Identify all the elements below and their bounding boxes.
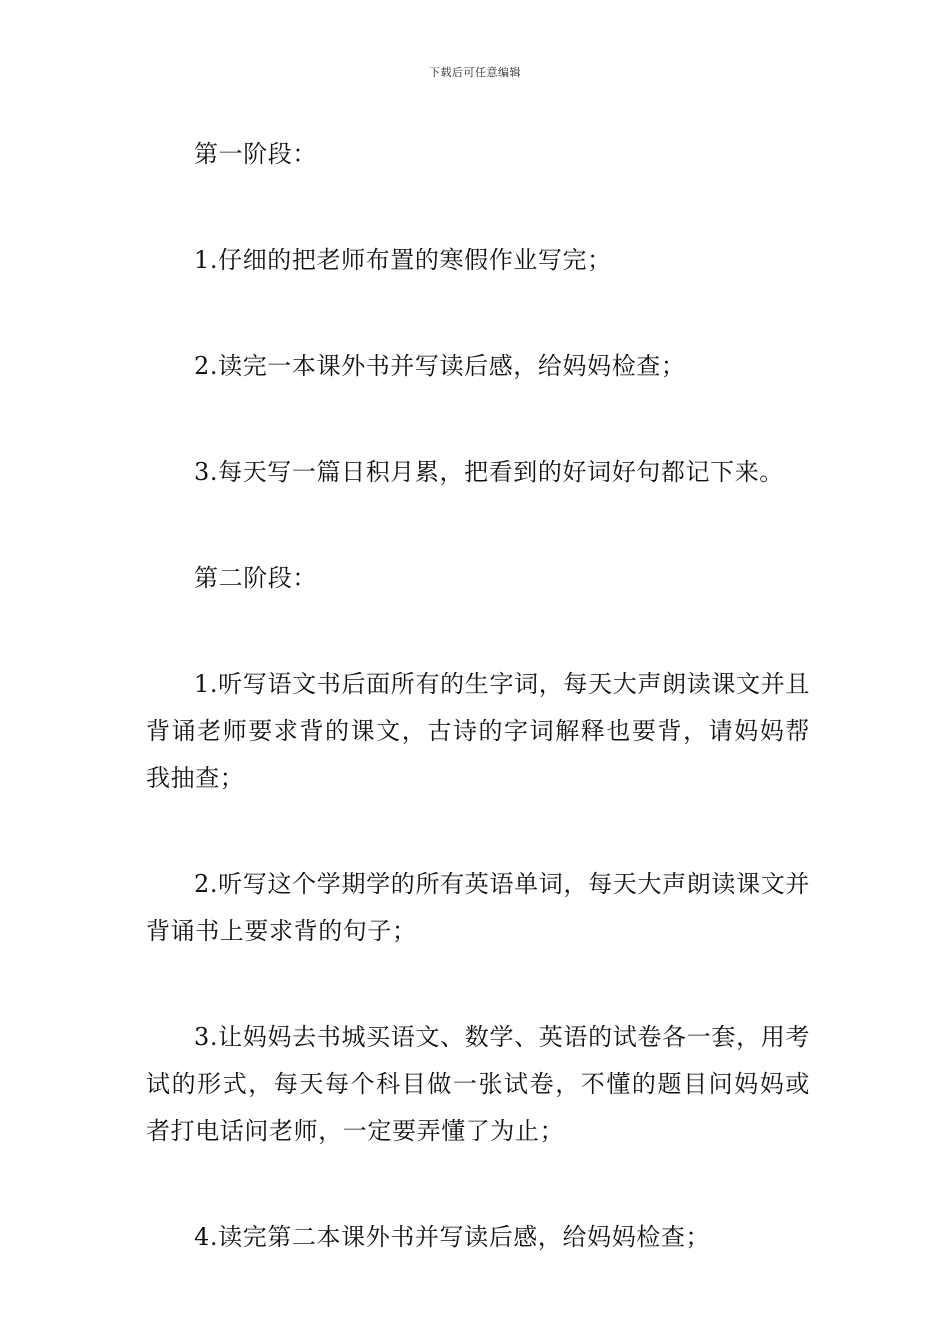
stage-2-item-4: 4.读完第二本课外书并写读后感，给妈妈检查； <box>194 1223 711 1251</box>
stage-2-item-2: 2.听写这个学期学的所有英语单词，每天大声朗读课文并背诵书上要求背的句子； <box>146 870 810 945</box>
stage-1-item-2: 2.读完一本课外书并写读后感，给妈妈检查； <box>194 352 686 380</box>
stage-2-heading: 第二阶段： <box>194 564 317 592</box>
stage-1-item-1: 1.仔细的把老师布置的寒假作业写完； <box>194 246 612 274</box>
stage-1-item-3: 3.每天写一篇日积月累，把看到的好词好句都记下来。 <box>194 458 784 486</box>
stage-1-heading: 第一阶段： <box>194 140 317 168</box>
document-body <box>146 131 810 1261</box>
stage-2-item-1: 1.听写语文书后面所有的生字词，每天大声朗读课文并且背诵老师要求背的课文，古诗的字词解释也要背，请妈妈帮我抽查； <box>146 670 810 792</box>
stage-2-item-3: 3.让妈妈去书城买语文、数学、英语的试卷各一套，用考试的形式，每天每个科目做一张试卷，不懂的题目问妈妈或者打电话问老师，一定要弄懂了为止； <box>146 1023 810 1145</box>
header-note: 下载后可任意编辑 <box>429 66 521 79</box>
